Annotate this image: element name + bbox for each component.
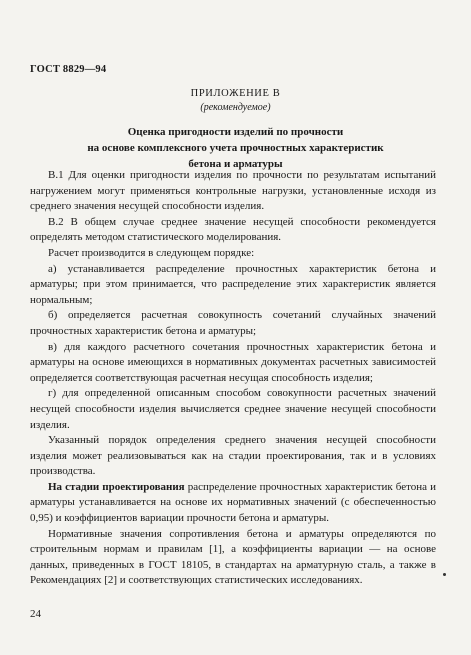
paragraph-b2: В.2 В общем случае среднее значение несущей способности рекомендуется определять методом статистического моделирования.: [30, 215, 436, 244]
body-text: [30, 168, 436, 589]
paragraph-item-v: в) для каждого расчетного сочетания прочностных характеристик бетона и арматуры на основе имеющихся в нормативных документах расчетных зависимостей определяется соответствующая расчетная несущая способность изделия;: [30, 340, 436, 384]
design-stage-text: распределение прочностных характеристик бетона и арматуры устанавливается на основе их нормативных значений (с обеспеченностью 0,95) и коэффициентов вариации прочности бетона и арматуры.: [30, 480, 436, 525]
paragraph-design-stage: [30, 480, 436, 527]
title-line: бетона и арматуры: [188, 158, 283, 170]
paragraph-b1: В.1 Для оценки пригодности изделия по прочности по результатам испытаний нагружением могут применяться контрольные нагрузки, установленные исходя из среднего значения несущей способности изделия.: [30, 169, 436, 213]
paragraph-procedure: Указанный порядок определения среднего значения несущей способности изделия может реализовываться как на стадии проектирования, так и в условиях производства.: [30, 434, 436, 478]
print-speck: [443, 573, 446, 576]
title-line: Оценка пригодности изделий по прочности: [127, 126, 344, 138]
standard-code: ГОСТ 8829—94: [30, 64, 107, 75]
appendix-title: [0, 124, 471, 172]
design-stage-lead: На стадии проектирования: [48, 480, 185, 493]
title-line: на основе комплексного учета прочностных характеристик: [87, 142, 384, 154]
appendix-label: ПРИЛОЖЕНИЕ В: [190, 88, 281, 99]
page-number: 24: [30, 608, 41, 620]
paragraph-order: Расчет производится в следующем порядке:: [48, 246, 255, 259]
paragraph-item-g: г) для определенной описанным способом совокупности расчетных значений несущей способности изделия вычисляется среднее значение несущей способности изделия.: [30, 387, 436, 431]
paragraph-item-b: б) определяется расчетная совокупность сочетаний случайных значений прочностных характеристик бетона и арматуры;: [30, 309, 436, 337]
paragraph-item-a: а) устанавливается распределение прочностных характеристик бетона и арматуры; при этом принимается, что распределение этих характеристик является нормальным;: [30, 262, 436, 306]
appendix-note: (рекомендуемое): [200, 102, 271, 113]
paragraph-normative: Нормативные значения сопротивления бетона и арматуры определяются по строительным нормам и правилам [1], а коэффициенты вариации — на основе данных, приведенных в ГОСТ 18105, в стандартах на арматурную сталь, а также в Рекомендациях [2] и соответствующих статистических исследованиях.: [30, 527, 436, 587]
